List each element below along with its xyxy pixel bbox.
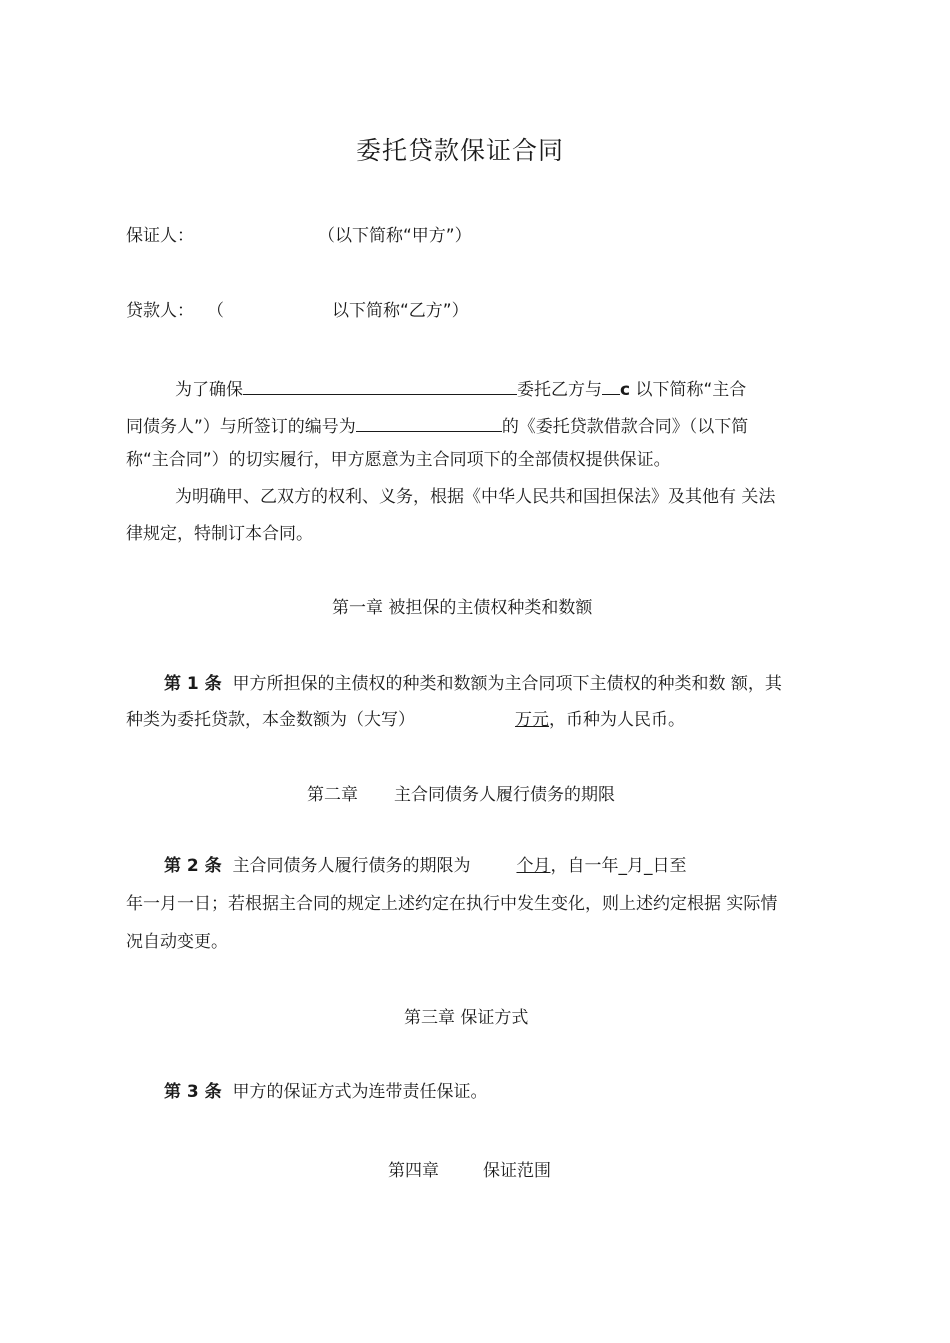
guarantor-label: 保证人： [126, 226, 194, 246]
article-2-line-2: 年一月一日；若根据主合同的规定上述约定在执行中发生变化，则上述约定根据 实际情 [126, 894, 778, 914]
preamble-line-5: 律规定，特制订本合同。 [126, 524, 313, 544]
chapter-4-heading [388, 1163, 551, 1180]
article-2-line-1 [164, 858, 686, 875]
chapter-2-number: 第二章 [307, 785, 358, 805]
chapter-2-heading [307, 787, 615, 804]
chapter-2-title: 主合同债务人履行债务的期限 [394, 785, 615, 805]
article-3-number: 第 3 条 [164, 1082, 222, 1102]
blank-contract-number [356, 415, 502, 432]
preamble-line-4: 为明确甲、乙双方的权利、义务，根据《中华人民共和国担保法》及其他有 关法 [175, 487, 776, 507]
chapter-4-title: 保证范围 [483, 1161, 551, 1181]
article-1-line-1 [164, 676, 782, 693]
blank-debtor [602, 378, 620, 395]
article-text: ，自一年_月_日至 [550, 856, 687, 876]
article-text: 甲方的保证方式为连带责任保证。 [232, 1082, 488, 1102]
article-2-number: 第 2 条 [164, 856, 222, 876]
chapter-3-heading: 第三章 保证方式 [404, 1008, 529, 1028]
article-text: ，币种为人民币。 [549, 710, 685, 730]
article-1-line-2 [126, 712, 685, 729]
preamble-text: 以下简称“主合 [635, 380, 747, 400]
article-1-number: 第 1 条 [164, 674, 222, 694]
chapter-1-heading: 第一章 被担保的主债权种类和数额 [332, 598, 593, 618]
lender-open-paren: （ [207, 301, 224, 321]
document-title: 委托贷款保证合同 [356, 136, 565, 165]
article-3-line-1 [164, 1084, 487, 1101]
blank-entrustor [243, 378, 517, 395]
guarantor-alias: （以下简称“甲方”） [318, 226, 472, 246]
preamble-line-1 [175, 378, 746, 399]
preamble-text: c [620, 380, 631, 400]
preamble-text: 为了确保 [175, 380, 243, 400]
preamble-line-2 [126, 415, 748, 436]
article-text: 主合同债务人履行债务的期限为 [232, 856, 471, 876]
chapter-4-number: 第四章 [388, 1161, 439, 1181]
lender-alias: 以下简称“乙方”） [332, 301, 469, 321]
article-2-line-3: 况自动变更。 [126, 932, 228, 952]
lender-label: 贷款人： [126, 301, 194, 321]
preamble-text: 委托乙方与 [517, 380, 602, 400]
preamble-text: 的《委托贷款借款合同》（以下简 [501, 417, 749, 437]
term-unit: 个月 [516, 856, 551, 876]
preamble-text: 同债务人”）与所签订的编号为 [126, 417, 356, 437]
preamble-line-3: 称“主合同”）的切实履行，甲方愿意为主合同项下的全部债权提供保证。 [126, 450, 671, 470]
article-text: 种类为委托贷款，本金数额为（大写） [126, 710, 415, 730]
article-text: 甲方所担保的主债权的种类和数额为主合同项下主债权的种类和数 额，其 [232, 674, 782, 694]
amount-unit: 万元 [515, 710, 549, 730]
